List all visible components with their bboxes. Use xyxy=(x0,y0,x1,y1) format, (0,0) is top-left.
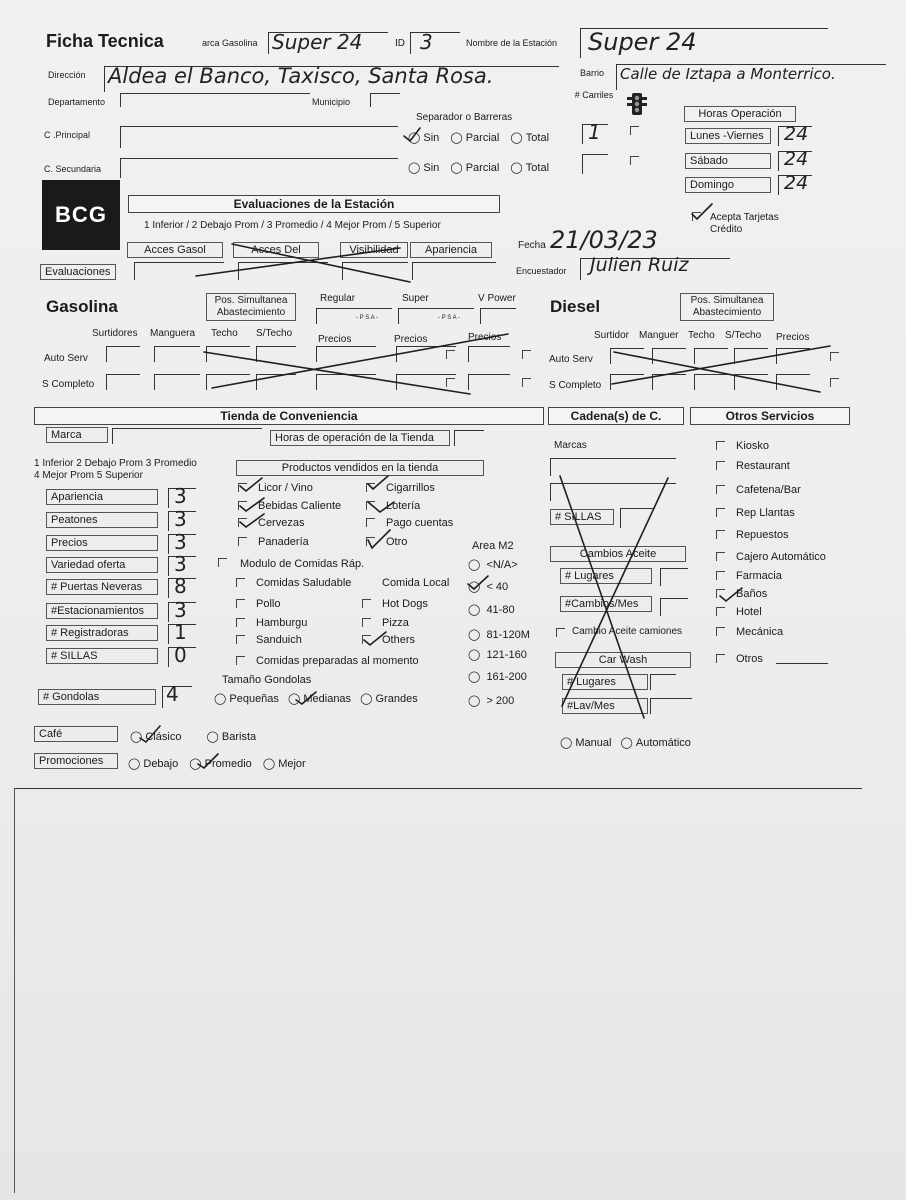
comida-check[interactable] xyxy=(236,656,245,665)
gondolas-label: # Gondolas xyxy=(38,689,156,705)
comidas-title: Modulo de Comidas Ráp. xyxy=(240,558,365,570)
gas-cell-r2-c7[interactable] xyxy=(468,374,510,390)
producto-label: Otro xyxy=(386,536,408,548)
municipio-field[interactable] xyxy=(370,93,400,107)
carriles-secundaria-field[interactable] xyxy=(582,154,608,174)
rating-label: # SILLAS xyxy=(46,648,158,664)
gas-cell-r2-c1[interactable] xyxy=(106,374,140,390)
rating-label: Precios xyxy=(46,535,158,551)
gas-cell-r1-c5[interactable] xyxy=(316,346,376,362)
gas-cell-r2-c2[interactable] xyxy=(154,374,200,390)
comida-check[interactable] xyxy=(362,599,371,608)
encuestador-value: Julien Ruiz xyxy=(590,254,689,276)
promo-options[interactable]: ◯ Debajo ◯ Promedio ◯ Mejor xyxy=(128,758,306,770)
departamento-label: Departamento xyxy=(48,97,106,107)
id-label: ID xyxy=(395,38,405,49)
lav-mes-field[interactable] xyxy=(650,698,692,714)
comida-check[interactable] xyxy=(236,578,245,587)
encuestador-label: Encuestador xyxy=(516,266,567,276)
cambios-mes-label: #Cambios/Mes xyxy=(560,596,652,612)
tienda-horas-label: Horas de operación de la Tienda xyxy=(270,430,450,446)
otros-label: Baños xyxy=(736,588,768,600)
hours-sunday-label: Domingo xyxy=(685,177,771,193)
acces-del-button[interactable]: Acces Del xyxy=(233,242,319,258)
id-field[interactable] xyxy=(410,32,460,54)
otros-check[interactable] xyxy=(716,552,725,561)
eval-visibilidad-field[interactable] xyxy=(342,262,408,280)
otros-check[interactable] xyxy=(716,508,725,517)
rating-value: 3 xyxy=(174,552,187,576)
id-value: 3 xyxy=(420,30,433,54)
notes-left-border xyxy=(14,788,15,1193)
otros-check[interactable] xyxy=(716,441,725,450)
marca-label: arca Gasolina xyxy=(202,38,258,48)
tienda-title: Tienda de Conveniencia xyxy=(34,407,544,425)
producto-check[interactable] xyxy=(366,537,375,546)
otros-check[interactable] xyxy=(716,589,725,598)
otros-label: Mecánica xyxy=(736,626,784,638)
otros-label: Farmacia xyxy=(736,570,782,582)
area-option[interactable]: ◯ > 200 xyxy=(468,695,515,707)
die-col-techo: Techo xyxy=(688,330,715,341)
producto-check[interactable] xyxy=(238,537,247,546)
rating-label: Apariencia xyxy=(46,489,158,505)
gas-check-r1-1[interactable] xyxy=(446,350,455,359)
rating-label: #Estacionamientos xyxy=(46,603,158,619)
rating-value: 3 xyxy=(174,598,187,622)
producto-check[interactable] xyxy=(238,518,247,527)
otros-check[interactable] xyxy=(716,461,725,470)
rating-label: Peatones xyxy=(46,512,158,528)
die-col-precios: Precios xyxy=(776,332,810,343)
producto-check[interactable] xyxy=(366,501,375,510)
form-title: Ficha Tecnica xyxy=(46,31,164,51)
tienda-scale-line1: 1 Inferior 2 Debajo Prom 3 Promedio xyxy=(34,458,197,469)
productos-title: Productos vendidos en la tienda xyxy=(236,460,484,476)
otros-check[interactable] xyxy=(716,571,725,580)
precios-super-label: Precios xyxy=(394,334,428,345)
cadena-sillas-label: # SILLAS xyxy=(550,509,614,525)
die-cell-r2-c1[interactable] xyxy=(610,374,644,390)
rating-value: 3 xyxy=(174,530,187,554)
tamano-label: Tamaño Gondolas xyxy=(222,674,312,686)
comida-check[interactable] xyxy=(362,635,371,644)
carriles-value: 1 xyxy=(588,120,601,144)
otros-check[interactable] xyxy=(716,654,725,663)
comida-check[interactable] xyxy=(236,635,245,644)
tienda-horas-field[interactable] xyxy=(454,430,484,446)
otros-label: Hotel xyxy=(736,606,762,618)
cadena-marcas-label: Marcas xyxy=(554,440,587,451)
gas-cell-r1-c2[interactable] xyxy=(154,346,200,362)
die-col-surtidor: Surtidor xyxy=(594,330,630,341)
producto-check[interactable] xyxy=(366,518,375,527)
tamano-options[interactable]: ◯ Pequeñas ◯ Medianas ◯ Grandes xyxy=(214,693,418,705)
fecha-value: 21/03/23 xyxy=(550,226,658,254)
wash-lugares-field[interactable] xyxy=(650,674,676,690)
otros-label: Restaurant xyxy=(736,460,790,472)
rating-value: 8 xyxy=(174,574,187,598)
gasolina-title: Gasolina xyxy=(46,297,118,316)
area-label: Area M2 xyxy=(472,540,514,552)
die-cell-r2-c4[interactable] xyxy=(734,374,768,390)
traffic-light-icon xyxy=(626,92,648,123)
die-row-scompleto: S Completo xyxy=(549,380,602,391)
otros-check[interactable] xyxy=(716,530,725,539)
c-principal-label: C .Principal xyxy=(44,130,91,140)
super-psa-label: - P S A - xyxy=(438,315,460,321)
die-check-r2[interactable] xyxy=(830,378,839,387)
producto-label: Cervezas xyxy=(258,517,305,529)
die-col-manguer: Manguer xyxy=(639,330,679,341)
wash-options[interactable]: ◯ Manual ◯ Automático xyxy=(560,737,691,749)
tarjetas-label: Acepta Tarjetas Crédito xyxy=(710,212,779,235)
separador-principal-options[interactable]: ◯ Sin ◯ Parcial ◯ Total xyxy=(408,132,550,144)
barrio-value: Calle de Iztapa a Monterrico. xyxy=(620,65,836,83)
die-cell-r1-c5[interactable] xyxy=(776,348,810,364)
producto-label: Pago cuentas xyxy=(386,517,454,529)
cadena-sillas-field[interactable] xyxy=(620,508,654,528)
wash-lugares-label: # Lugares xyxy=(562,674,648,690)
fuel-super-label: Super xyxy=(402,293,429,304)
comida-label: Comida Local xyxy=(382,577,450,589)
evaluaciones-scale: 1 Inferior / 2 Debajo Prom / 3 Promedio / 4 Mejor Prom / 5 Superior xyxy=(144,220,441,231)
fecha-label: Fecha xyxy=(518,240,546,251)
die-row-autoserv: Auto Serv xyxy=(549,354,593,365)
area-option[interactable]: ◯ 41-80 xyxy=(468,604,515,616)
area-option[interactable]: ◯ 121-160 xyxy=(468,649,527,661)
evaluaciones-row-label: Evaluaciones xyxy=(40,264,116,280)
c-secundaria-label: C. Secundaria xyxy=(44,164,102,174)
cambios-lugares-label: # Lugares xyxy=(560,568,652,584)
otros-label: Repuestos xyxy=(736,529,789,541)
notes-area[interactable] xyxy=(16,790,862,1190)
producto-label: Cigarrillos xyxy=(386,482,435,494)
gasolina-pos-label: Pos. Simultanea Abastecimiento xyxy=(206,293,296,321)
comida-label: Hot Dogs xyxy=(382,598,428,610)
nombre-value: Super 24 xyxy=(588,28,697,56)
semaforo-principal-check[interactable] xyxy=(630,126,639,135)
regular-psa-label: - P S A - xyxy=(356,315,378,321)
cadena-title: Cadena(s) de C. xyxy=(548,407,684,425)
otros-check[interactable] xyxy=(716,627,725,636)
otros-label: Rep Llantas xyxy=(736,507,795,519)
comida-label: Sanduich xyxy=(256,634,302,646)
hours-sunday-value: 24 xyxy=(784,172,809,194)
gas-col-surtidores: Surtidores xyxy=(92,328,138,339)
comida-label: Pizza xyxy=(382,617,409,629)
gas-cell-r1-c3[interactable] xyxy=(206,346,250,362)
cambios-lugares-field[interactable] xyxy=(660,568,688,586)
comida-label: Comidas Saludable xyxy=(256,577,352,589)
die-cell-r2-c2[interactable] xyxy=(652,374,686,390)
gas-check-r2-1[interactable] xyxy=(446,378,455,387)
comida-label: Comidas preparadas al momento xyxy=(256,655,419,667)
producto-label: Lotería xyxy=(386,500,421,512)
otros-specify-line[interactable] xyxy=(776,663,828,664)
gas-cell-r2-c4[interactable] xyxy=(256,374,296,390)
c-secundaria-field[interactable] xyxy=(120,158,398,178)
hours-saturday-label: Sábado xyxy=(685,153,771,169)
rating-value: 3 xyxy=(174,484,187,508)
tienda-marca-field[interactable] xyxy=(112,428,262,444)
comida-check[interactable] xyxy=(236,599,245,608)
otros-label: Kiosko xyxy=(736,440,770,452)
hours-weekday-value: 24 xyxy=(784,123,809,145)
rating-label: # Registradoras xyxy=(46,625,158,641)
otros-title: Otros Servicios xyxy=(690,407,850,425)
die-cell-r2-c5[interactable] xyxy=(776,374,810,390)
otros-label: Otros xyxy=(736,653,763,665)
camiones-check[interactable] xyxy=(556,628,565,637)
cadena-marca-field-2[interactable] xyxy=(550,483,676,501)
lav-mes-label: #Lav/Mes xyxy=(562,698,648,714)
producto-check[interactable] xyxy=(366,483,375,492)
die-cell-r1-c1[interactable] xyxy=(610,348,644,364)
tienda-scale-line2: 4 Mejor Prom 5 Superior xyxy=(34,470,143,481)
diesel-pos-label: Pos. Simultanea Abastecimiento xyxy=(680,293,774,321)
apariencia-button[interactable]: Apariencia xyxy=(410,242,492,258)
comida-label: Others xyxy=(382,634,416,646)
area-option[interactable]: ◯ < 40 xyxy=(468,581,509,593)
comida-check[interactable] xyxy=(362,618,371,627)
municipio-label: Municipio xyxy=(312,97,351,107)
diesel-title: Diesel xyxy=(550,297,601,316)
gas-cell-r2-c5[interactable] xyxy=(316,374,376,390)
gondolas-value: 4 xyxy=(166,682,179,706)
direccion-label: Dirección xyxy=(48,70,86,80)
marca-value: Super 24 xyxy=(272,30,363,54)
comida-check[interactable] xyxy=(236,618,245,627)
vpower-psa-field[interactable] xyxy=(480,308,516,324)
direccion-value: Aldea el Banco, Taxisco, Santa Rosa. xyxy=(108,64,494,88)
super-psa-field[interactable] xyxy=(398,308,474,324)
nombre-label: Nombre de la Estación xyxy=(466,38,558,48)
otros-label: Cafetena/Bar xyxy=(736,484,801,496)
producto-check[interactable] xyxy=(238,501,247,510)
barrio-label: Barrio xyxy=(580,68,605,78)
acces-gasol-button[interactable]: Acces Gasol xyxy=(127,242,223,258)
evaluaciones-title: Evaluaciones de la Estación xyxy=(128,195,500,213)
gas-col-manguera: Manguera xyxy=(150,328,196,339)
cambios-aceite-title: Cambios Aceite xyxy=(550,546,686,562)
separador-label: Separador o Barreras xyxy=(416,112,513,123)
gas-col-techo: Techo xyxy=(211,328,238,339)
area-option[interactable]: ◯ <N/A> xyxy=(468,559,518,571)
otros-check[interactable] xyxy=(716,607,725,616)
cafe-label: Café xyxy=(34,726,118,742)
fuel-regular-label: Regular xyxy=(320,293,356,304)
eval-acces-gasol-field[interactable] xyxy=(134,262,224,280)
die-check-r1[interactable] xyxy=(830,352,839,361)
cadena-marca-field-1[interactable] xyxy=(550,458,676,476)
regular-psa-field[interactable] xyxy=(316,308,392,324)
gas-cell-r1-c7[interactable] xyxy=(468,346,510,362)
camiones-label: Cambio Aceite camiones xyxy=(572,626,683,637)
rating-value: 0 xyxy=(174,643,187,667)
bcg-logo: BCG xyxy=(42,180,120,250)
gas-cell-r2-c3[interactable] xyxy=(206,374,250,390)
gas-row-scompleto: S Completo xyxy=(42,379,95,390)
comida-label: Pollo xyxy=(256,598,281,610)
cafe-options[interactable]: ◯ Clásico ◯ Barista xyxy=(130,731,257,743)
promociones-label: Promociones xyxy=(34,753,118,769)
eval-acces-del-field[interactable] xyxy=(238,262,328,280)
tienda-marca-label: Marca xyxy=(46,427,108,443)
producto-label: Panadería xyxy=(258,536,309,548)
area-option[interactable]: ◯ 81-120M xyxy=(468,629,530,641)
rating-label: # Puertas Neveras xyxy=(46,579,158,595)
visibilidad-button[interactable]: Visibilidad xyxy=(340,242,408,258)
hours-saturday-value: 24 xyxy=(784,148,809,170)
hours-title: Horas Operación xyxy=(684,106,796,122)
eval-apariencia-field[interactable] xyxy=(412,262,496,280)
rating-value: 1 xyxy=(174,620,187,644)
comidas-module-check[interactable] xyxy=(218,558,227,567)
producto-label: Licor / Vino xyxy=(258,482,313,494)
gas-check-r2-2[interactable] xyxy=(522,378,531,387)
producto-label: Bebidas Caliente xyxy=(258,500,342,512)
cambios-mes-field[interactable] xyxy=(660,598,688,616)
semaforo-secundaria-check[interactable] xyxy=(630,156,639,165)
gas-cell-r1-c4[interactable] xyxy=(256,346,296,362)
producto-check[interactable] xyxy=(238,483,247,492)
rating-label: Variedad oferta xyxy=(46,557,158,573)
die-cell-r1-c3[interactable] xyxy=(694,348,728,364)
car-wash-title: Car Wash xyxy=(555,652,691,668)
die-cell-r1-c2[interactable] xyxy=(652,348,686,364)
fuel-vpower-label: V Power xyxy=(478,293,516,304)
die-col-stecho: S/Techo xyxy=(725,330,762,341)
precios-vpower-label: Precios xyxy=(468,332,502,343)
area-option[interactable]: ◯ 161-200 xyxy=(468,671,527,683)
otros-label: Cajero Automático xyxy=(736,551,826,563)
departamento-field[interactable] xyxy=(120,93,310,107)
die-cell-r2-c3[interactable] xyxy=(694,374,728,390)
comida-label: Hamburgu xyxy=(256,617,308,629)
die-cell-r1-c4[interactable] xyxy=(734,348,768,364)
otros-check[interactable] xyxy=(716,485,725,494)
gas-row-autoserv: Auto Serv xyxy=(44,353,88,364)
carriles-label: # Carriles xyxy=(574,90,614,100)
rating-value: 3 xyxy=(174,507,187,531)
gas-cell-r1-c1[interactable] xyxy=(106,346,140,362)
notes-top-border xyxy=(14,788,862,789)
tarjetas-check[interactable] xyxy=(692,212,701,221)
hours-weekday-label: Lunes -Viernes xyxy=(685,128,771,144)
gas-col-stecho: S/Techo xyxy=(256,328,293,339)
precios-regular-label: Precios xyxy=(318,334,352,345)
gas-check-r1-2[interactable] xyxy=(522,350,531,359)
c-principal-field[interactable] xyxy=(120,126,398,148)
separador-secundaria-options[interactable]: ◯ Sin ◯ Parcial ◯ Total xyxy=(408,162,550,174)
